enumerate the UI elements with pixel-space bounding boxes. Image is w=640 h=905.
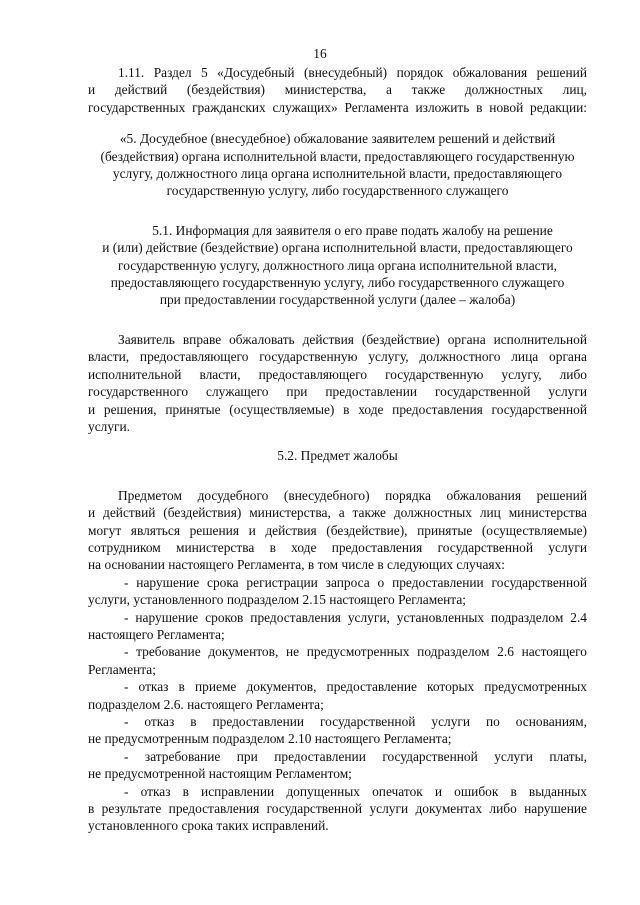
text-line: Регламента; [88,661,156,677]
text-line: и действий (бездействия) министерства, а также должностных лиц, [88,82,587,98]
heading-line: (бездействия) органа исполнительной власти, предоставляющего государственную [100,148,575,164]
document-body [88,64,587,835]
text-line: на основании настоящего Регламента, в том числе в следующих случаях: [88,557,505,573]
text-line: услуги. [88,418,131,434]
list-item [88,574,587,609]
text-line: государственных гражданских служащих» Регламента изложить в новой редакции: [88,99,587,115]
heading-line: при предоставлении государственной услуги (далее – жалоба) [159,292,516,308]
text-line: Предметом досудебного (внесудебного) порядка обжалования решений [118,487,587,503]
paragraph-5-1 [88,331,587,435]
list-item [88,748,587,783]
cases-list [88,574,587,835]
text-line: - отказ в предоставлении государственной услуги по основаниям, [124,714,587,729]
text-line: Заявитель вправе обжаловать действия (бездействие) органа исполнительной [118,331,587,347]
heading-line: «5. Досудебное (внесудебное) обжалование заявителем решений и действий [119,131,556,147]
text-line: - отказ в исправлении допущенных опечаток и ошибок в выданных [124,783,587,799]
heading-line: 5.1. Информация для заявителя о его праве подать жалобу на решение [152,222,553,238]
text-line: - нарушение сроков предоставления услуги, установленных подразделом 2.4 [124,609,587,625]
heading-line: предоставляющего государственную услугу, либо государственного служащего [110,275,565,291]
text-line: 1.11. Раздел 5 «Досудебный (внесудебный) порядок обжалования решений [118,65,587,80]
section-1-11 [88,64,587,116]
text-line: не предусмотренным подразделом 2.10 настоящего Регламента; [88,731,452,747]
text-line: подразделом 2.6. настоящего Регламента; [88,696,324,712]
heading-line: государственную услугу, либо государственного служащего [166,183,509,199]
page-number: 16 [313,46,327,61]
list-item [88,678,587,713]
text-line: - затребование при предоставлении государственной услуги платы, [124,748,587,764]
text-line: - отказ в приеме документов, предоставление которых предусмотренных [124,679,587,695]
text-line: могут являться решения и действия (бездействие), принятые (осуществляемые) [88,522,587,538]
heading-section-5-1 [88,222,587,309]
text-line: - нарушение срока регистрации запроса о предоставлении государственной [124,574,587,590]
text-line: и действий (бездействия) министерства, а также должностных лиц министерства [88,505,587,521]
text-line: власти, предоставляющего государственную услугу, должностного лица органа [88,349,587,365]
text-line: сотрудником министерства в ходе предоставления государственной услуги [88,539,587,555]
list-item [88,643,587,678]
text-line: услуги, установленного подразделом 2.15 настоящего Регламента; [88,592,466,608]
list-item [88,609,587,644]
text-line: исполнительной власти, предоставляющего государственную услугу, либо [88,366,587,382]
heading-line: и (или) действие (бездействие) органа исполнительной власти, предоставляющего [102,240,573,256]
heading-line: услугу, должностного лица органа исполнительной власти, предоставляющего [112,166,563,182]
text-line: настоящего Регламента; [88,626,225,642]
text-line: - требование документов, не предусмотренных подразделом 2.6 настоящего [124,644,587,660]
paragraph-5-2 [88,487,587,574]
text-line: в результате предоставления государственной услуги документах либо нарушение [88,801,587,817]
text-line: государственного служащего при предоставлении государственной услуги [88,384,587,400]
list-item [88,783,587,835]
text-line: и решения, принятые (осуществляемые) в ходе предоставления государственной [88,401,587,417]
list-item [88,713,587,748]
text-line: не предусмотренной настоящим Регламентом; [88,766,352,782]
heading-section-5-2: 5.2. Предмет жалобы [277,448,398,464]
heading-section-5 [88,130,587,200]
heading-line: государственную услугу, должностного лица органа исполнительной власти, [118,257,557,273]
text-line: установленного срока таких исправлений. [88,818,329,834]
